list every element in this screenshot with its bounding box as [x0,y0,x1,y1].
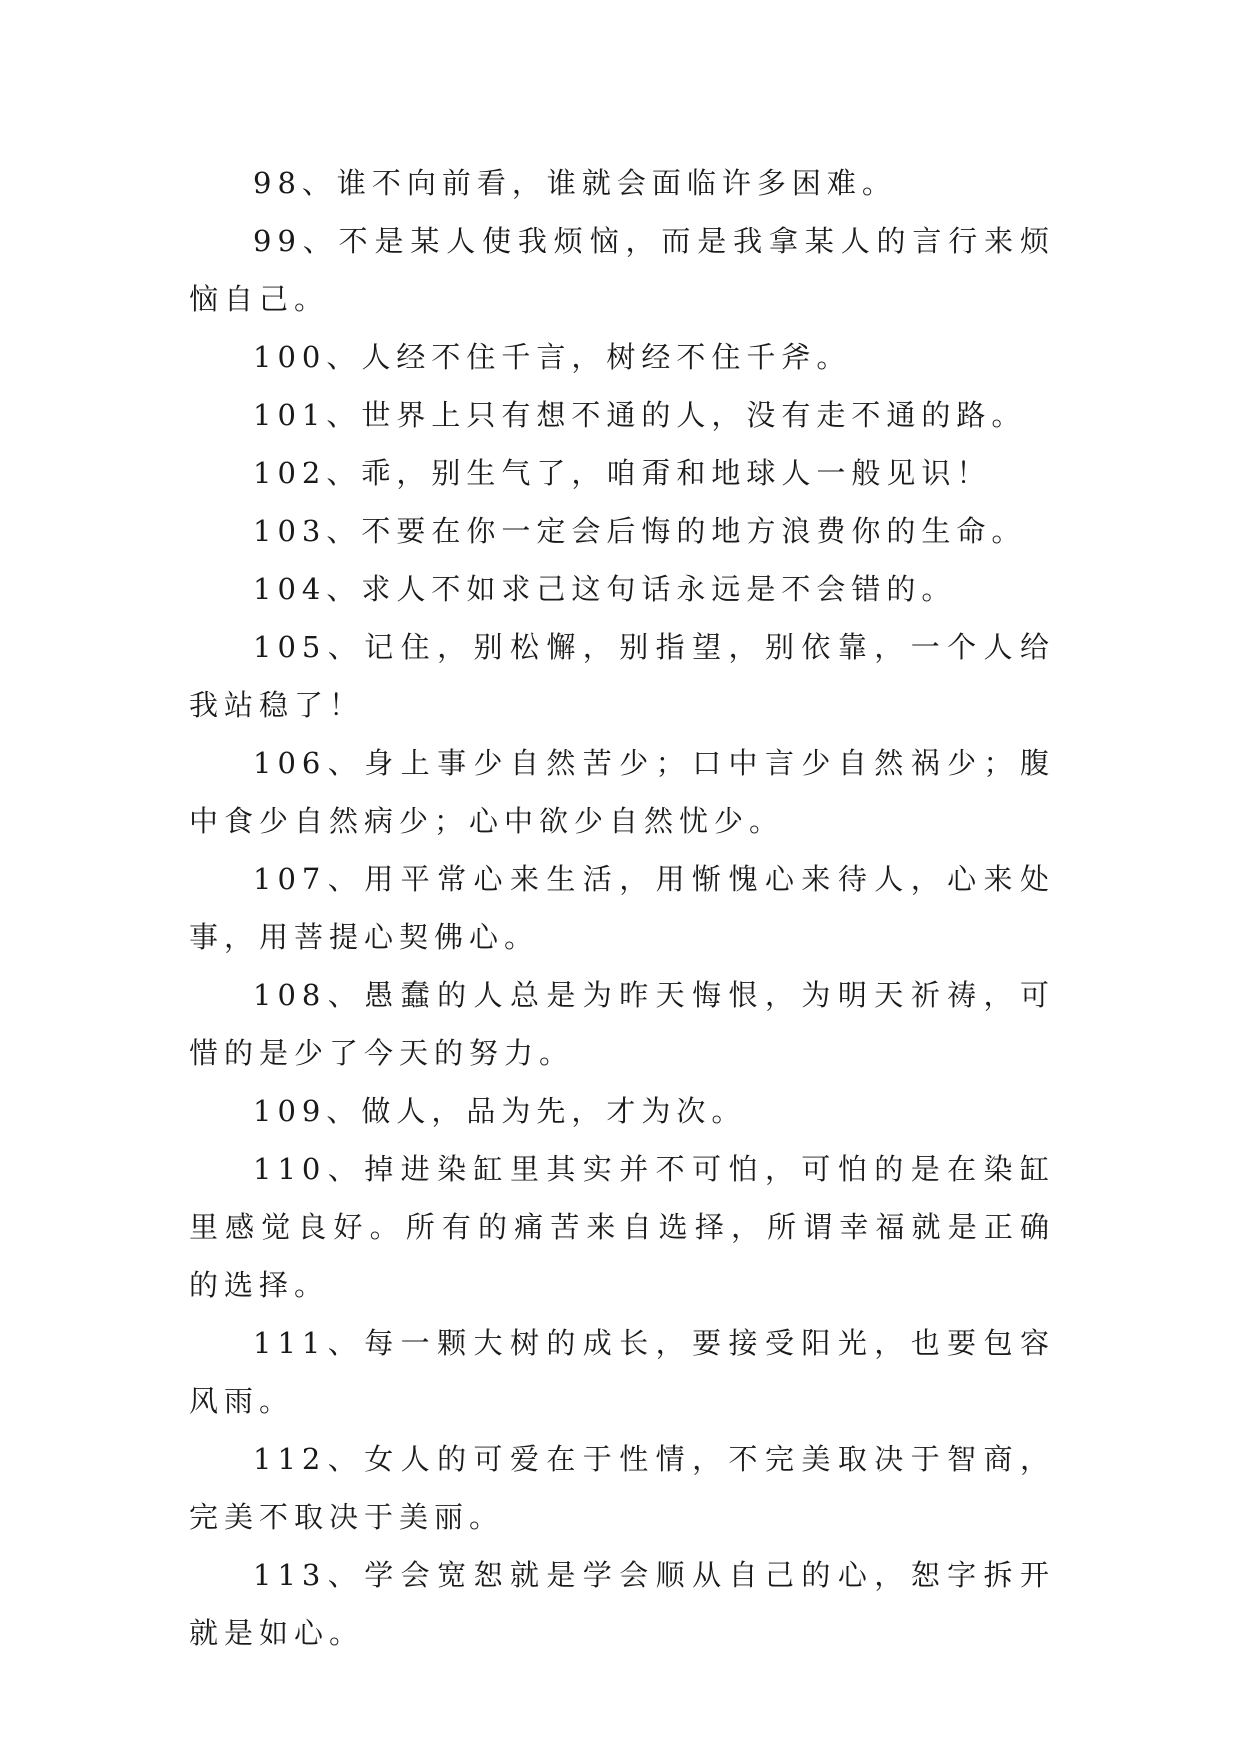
document-page [189,154,1055,1662]
paragraph-107: 107、用平常心来生活，用惭愧心来待人，心来处事，用菩提心契佛心。 [189,862,1055,954]
paragraph-105: 105、记住，别松懈，别指望，别依靠，一个人给我站稳了！ [189,630,1055,722]
paragraph-108: 108、愚蠢的人总是为昨天悔恨，为明天祈祷，可惜的是少了今天的努力。 [189,978,1055,1070]
paragraph-111: 111、每一颗大树的成长，要接受阳光，也要包容风雨。 [189,1326,1055,1418]
paragraph-99: 99、不是某人使我烦恼，而是我拿某人的言行来烦恼自己。 [189,224,1055,316]
paragraph-113: 113、学会宽恕就是学会顺从自己的心，恕字拆开就是如心。 [189,1558,1055,1650]
paragraph-109: 109、做人，品为先，才为次。 [253,1094,747,1128]
paragraph-106: 106、身上事少自然苦少；口中言少自然祸少；腹中食少自然病少；心中欲少自然忧少。 [189,746,1055,838]
paragraph-100: 100、人经不住千言，树经不住千斧。 [253,340,852,374]
paragraph-110: 110、掉进染缸里其实并不可怕，可怕的是在染缸里感觉良好。所有的痛苦来自选择，所谓幸福就是正确的选择。 [189,1152,1055,1302]
paragraph-112: 112、女人的可爱在于性情，不完美取决于智商，完美不取决于美丽。 [189,1442,1055,1534]
paragraph-101: 101、世界上只有想不通的人，没有走不通的路。 [253,398,1027,432]
paragraph-98: 98、谁不向前看，谁就会面临许多困难。 [253,166,897,200]
paragraph-102: 102、乖，别生气了，咱甭和地球人一般见识！ [253,456,992,490]
paragraph-103: 103、不要在你一定会后悔的地方浪费你的生命。 [253,514,1027,548]
paragraph-104: 104、求人不如求己这句话永远是不会错的。 [253,572,957,606]
